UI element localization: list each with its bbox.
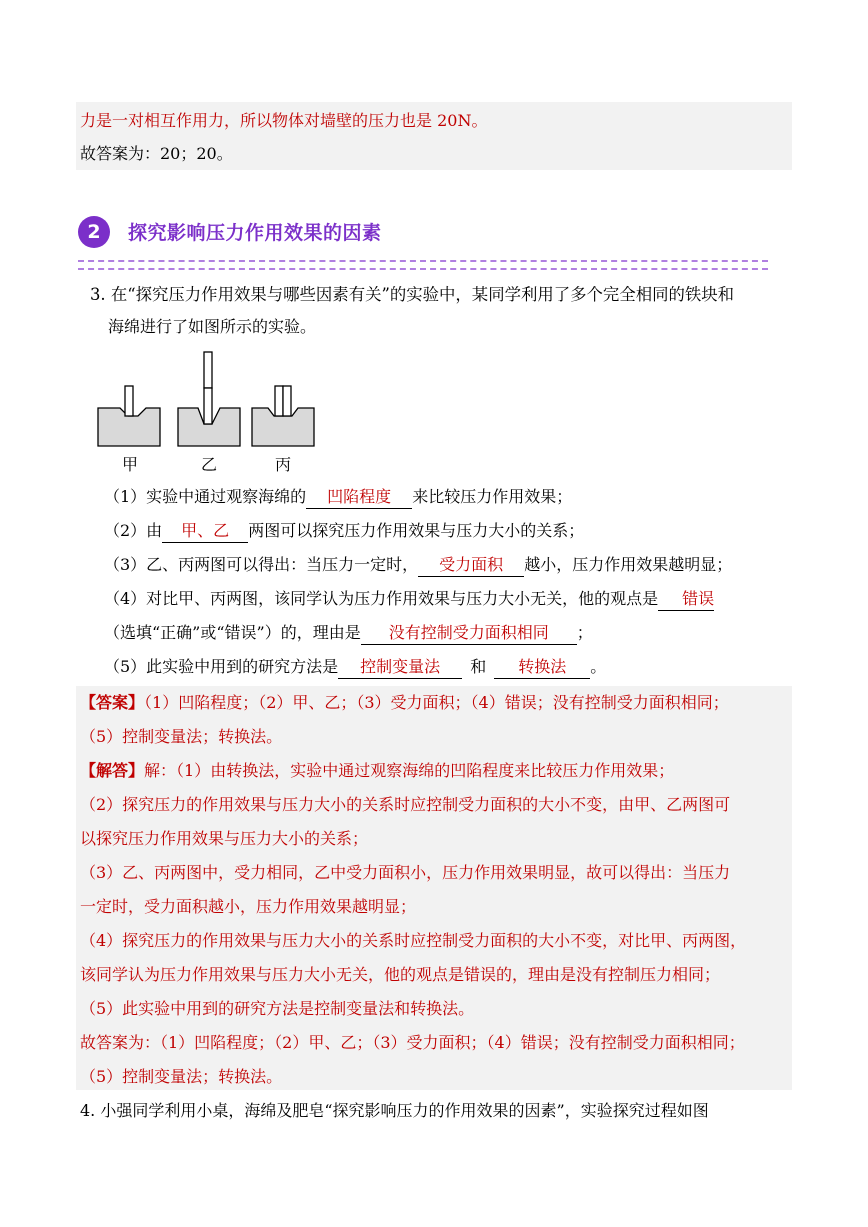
answer-line: 力是一对相互作用力，所以物体对墙壁的压力也是 20N。: [80, 111, 488, 130]
iron-block: [125, 386, 133, 416]
sponge-jia: [98, 386, 160, 446]
sponge-bing: [252, 386, 314, 446]
solution-line: （2）探究压力的作用效果与压力大小的关系时应控制受力面积的大小不变，由甲、乙两图可: [80, 795, 731, 814]
iron-block: [283, 386, 291, 416]
q4-intro-line1: 4. 小强同学利用小桌，海绵及肥皂“探究影响压力的作用效果的因素”，实验探究过程如图: [80, 1101, 709, 1120]
answer-line: （5）控制变量法；转换法。: [80, 727, 283, 746]
solution-line: 【解答】解：（1）由转换法，实验中通过观察海绵的凹陷程度来比较压力作用效果；: [80, 761, 675, 780]
answer-blank: 甲、乙: [162, 520, 248, 543]
answer-blank: 受力面积: [418, 554, 524, 577]
experiment-figure: [96, 350, 326, 450]
figure-label-yi: 乙: [201, 455, 218, 474]
answer-blank: 凹陷程度: [306, 486, 412, 509]
final-answer-line: （5）控制变量法；转换法。: [80, 1067, 283, 1086]
solution-line: （3）乙、丙两图中，受力相同，乙中受力面积小，压力作用效果明显，故可以得出：当压力: [80, 863, 731, 882]
q3-sub4-cont: （选填“正确”或“错误”）的，理由是 没有控制受力面积相同 ；: [104, 622, 593, 645]
q3-sub2: （2）由 甲、乙 两图可以探究压力作用效果与压力大小的关系；: [104, 520, 584, 543]
solution-line: 一定时，受力面积越小，压力作用效果越明显；: [80, 897, 417, 916]
q3-sub1: （1）实验中通过观察海绵的 凹陷程度 来比较压力作用效果；: [104, 486, 572, 509]
q3-sub4: （4）对比甲、丙两图，该同学认为压力作用效果与压力大小无关，他的观点是 错误: [104, 588, 714, 611]
q3-sub5: （5）此实验中用到的研究方法是 控制变量法 和 转换法 。: [104, 656, 606, 679]
section-divider: [78, 260, 768, 270]
solution-line: 以探究压力作用效果与压力大小的关系；: [80, 829, 369, 848]
solution-line: （5）此实验中用到的研究方法是控制变量法和转换法。: [80, 999, 475, 1018]
q3-sub3: （3）乙、丙两图可以得出：当压力一定时， 受力面积 越小，压力作用效果越明显；: [104, 554, 732, 577]
final-answer-line: 故答案为：20；20。: [80, 144, 233, 163]
solution-line: （4）探究压力的作用效果与压力大小的关系时应控制受力面积的大小不变，对比甲、丙两图，: [80, 931, 747, 950]
iron-block: [204, 388, 212, 424]
figure-label-bing: 丙: [275, 455, 292, 474]
final-answer-line: 故答案为：（1）凹陷程度；（2）甲、乙；（3）受力面积；（4）错误；没有控制受力面积相同；: [80, 1033, 745, 1052]
section-number-badge: 2: [78, 216, 110, 248]
answer-blank: 没有控制受力面积相同: [361, 622, 577, 645]
answer-blank: 转换法: [494, 656, 590, 679]
q3-intro-line1: 3. 在“探究压力作用效果与哪些因素有关”的实验中，某同学利用了多个完全相同的铁块和: [90, 285, 735, 304]
q3-intro-line2: 海绵进行了如图所示的实验。: [108, 317, 317, 336]
answer-blank: 控制变量法: [338, 656, 462, 679]
answer-blank: 错误: [658, 588, 714, 611]
solution-line: 该同学认为压力作用效果与压力大小无关，他的观点是错误的，理由是没有控制压力相同；: [80, 965, 721, 984]
figure-label-jia: 甲: [122, 455, 139, 474]
iron-block: [275, 386, 283, 416]
section-header: [78, 214, 778, 254]
section-title: 探究影响压力作用效果的因素: [128, 222, 382, 244]
answer-line: 【答案】（1）凹陷程度；（2）甲、乙；（3）受力面积；（4）错误；没有控制受力面积相同；: [80, 693, 729, 712]
iron-block: [204, 352, 212, 388]
sponge-yi: [178, 352, 240, 446]
